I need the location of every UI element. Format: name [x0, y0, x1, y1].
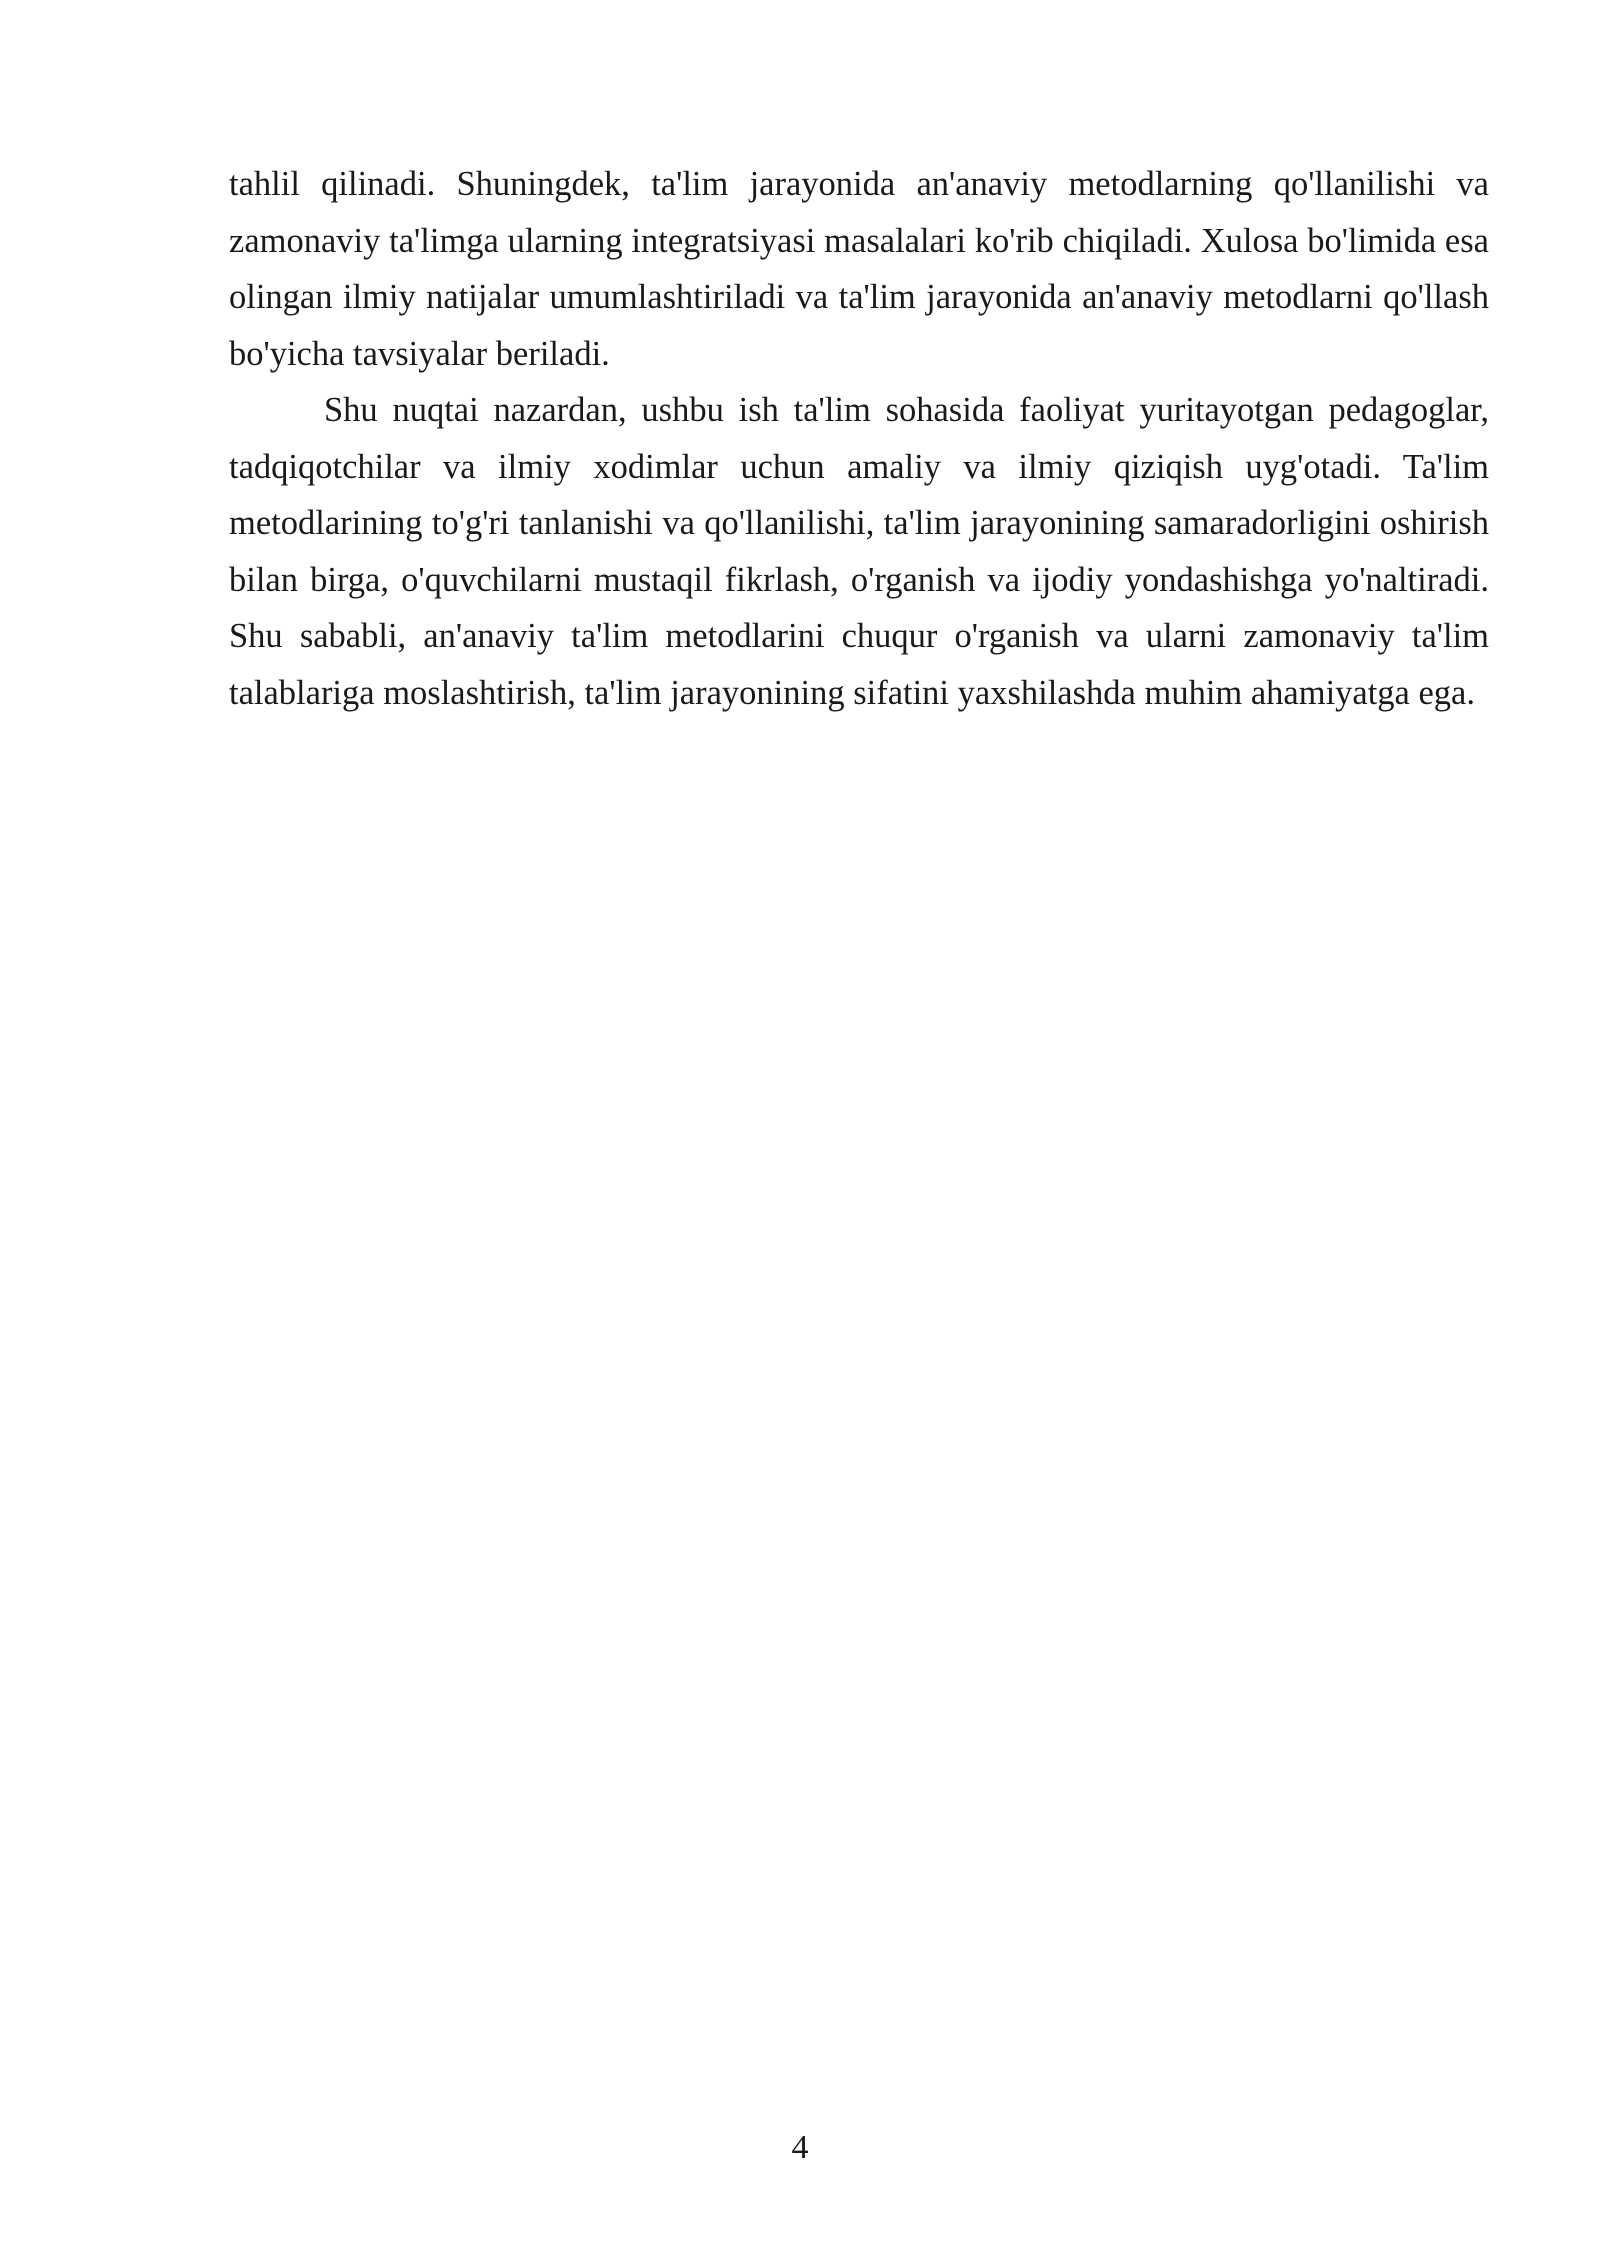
paragraph-continuation: tahlil qilinadi. Shuningdek, ta'lim jarayonida an'anaviy metodlarning qo'llanilishi va zamonaviy ta'limga ularning integratsiyasi masalalari ko'rib chiqiladi. Xulosa bo'limida esa olingan ilmiy natijalar umumlashtiriladi va ta'lim jarayonida an'anaviy metodlarni qo'llash bo'yicha tavsiyalar beriladi.: [229, 165, 1489, 373]
paragraph: Shu nuqtai nazardan, ushbu ish ta'lim sohasida faoliyat yuritayotgan pedagoglar, tadqiqotchilar va ilmiy xodimlar uchun amaliy va ilmiy qiziqish uyg'otadi. Ta'lim metodlarining to'g'ri tanlanishi va qo'llanilishi, ta'lim jarayonining samaradorligini oshirish bilan birga, o'quvchilarni mustaqil fikrlash, o'rganish va ijodiy yondashishga yo'naltiradi. Shu sababli, an'anaviy ta'lim metodlarini chuqur o'rganish va ularni zamonaviy ta'lim talablariga moslashtirish, ta'lim jarayonining sifatini yaxshilashda muhim ahamiyatga ega.: [229, 391, 1489, 712]
page-number: 4: [791, 2129, 809, 2166]
body-text: [229, 156, 1489, 721]
